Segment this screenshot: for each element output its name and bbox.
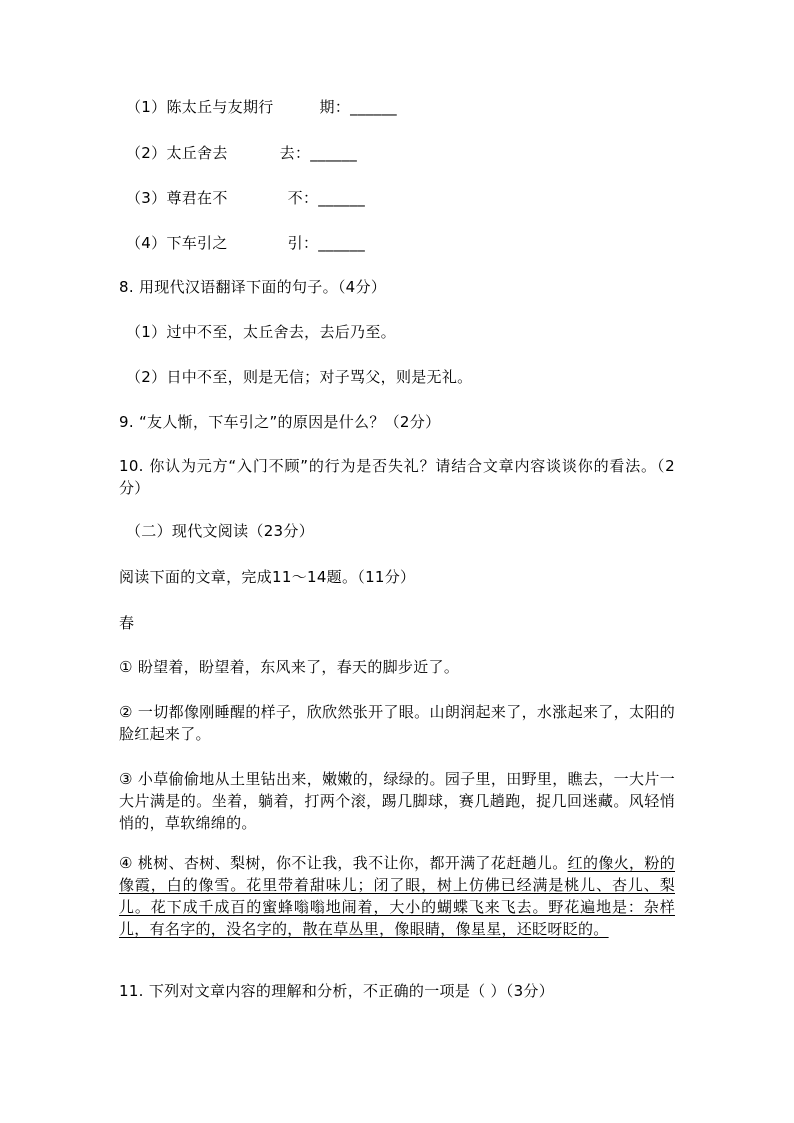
q7-item-2-phrase: （2）太丘舍去	[126, 144, 228, 162]
q7-item-2	[126, 142, 357, 164]
q11-stem: 11. 下列对文章内容的理解和分析，不正确的一项是（ ）（3分）	[119, 982, 555, 1000]
q7-item-3-term: 不：______	[287, 189, 366, 207]
q8-sentence-1: （1）过中不至，太丘舍去，去后乃至。	[126, 323, 396, 341]
article-paragraph-4-underlined: 红的像火，粉的像霞，白的像雪。花里带着甜味儿；闭了眼，树上仿佛已经满是桃儿、杏儿、梨儿。花下成千成百的蜜蜂嗡嗡地闹着，大小的蝴蝶飞来飞去。野花遍地是：杂样儿，有名字的，没名字的，散在草丛里，像眼睛，像星星，还眨呀眨的。	[119, 854, 676, 938]
article-paragraph-1: ① 盼望着，盼望着，东风来了，春天的脚步近了。	[119, 658, 460, 676]
q8-sentence-2: （2）日中不至，则是无信；对子骂父，则是无礼。	[126, 368, 473, 386]
q7-item-1-term: 期：______	[319, 98, 397, 116]
q7-item-3-phrase: （3）尊君在不	[126, 189, 228, 207]
q7-item-2-term: 去：______	[279, 144, 358, 162]
article-paragraph-4-plain: ④ 桃树、杏树、梨树，你不让我，我不让你，都开满了花赶趟儿。	[119, 854, 568, 872]
article-paragraph-4	[119, 852, 675, 940]
article-title: 春	[119, 614, 135, 632]
reading-intro: 阅读下面的文章，完成11～14题。（11分）	[119, 568, 416, 586]
q7-item-4-phrase: （4）下车引之	[126, 234, 228, 252]
article-paragraph-3: ③ 小草偷偷地从土里钻出来，嫩嫩的，绿绿的。园子里，田野里，瞧去，一大片一大片满是的。坐着，躺着，打两个滚，踢几脚球，赛几趟跑，捉几回迷藏。风轻悄悄的，草软绵绵的。	[119, 770, 675, 832]
q7-item-4	[126, 232, 365, 254]
q9-stem: 9. “友人惭，下车引之”的原因是什么？（2分）	[119, 413, 441, 431]
q7-item-3	[126, 187, 365, 209]
section-2-heading: （二）现代文阅读（23分）	[126, 522, 314, 540]
q10-stem: 10. 你认为元方“入门不顾”的行为是否失礼？请结合文章内容谈谈你的看法。（2分）	[119, 457, 675, 497]
q7-item-1	[126, 96, 397, 118]
article-paragraph-2: ② 一切都像刚睡醒的样子，欣欣然张开了眼。山朗润起来了，水涨起来了，太阳的脸红起来了。	[119, 703, 675, 743]
q7-item-1-phrase: （1）陈太丘与友期行	[126, 98, 274, 116]
q8-stem: 8. 用现代汉语翻译下面的句子。（4分）	[119, 278, 387, 296]
q7-item-4-term: 引：______	[287, 234, 366, 252]
